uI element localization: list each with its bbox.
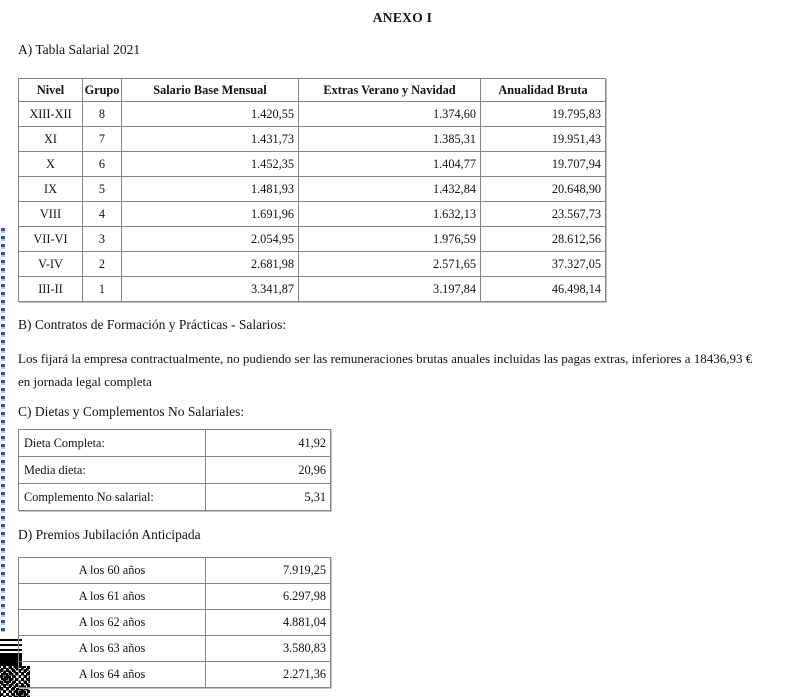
table-cell: XIII-XII	[19, 102, 83, 127]
table-cell: 4	[83, 202, 122, 227]
table-cell: 1.374,60	[299, 102, 481, 127]
table-row	[19, 102, 606, 127]
table-cell: IX	[19, 177, 83, 202]
section-b-heading: B) Contratos de Formación y Prácticas - Salarios:	[18, 317, 287, 332]
table-cell: III-II	[19, 277, 83, 302]
table-cell: 20,96	[206, 457, 331, 484]
table-row	[19, 636, 331, 662]
table-cell: 1.452,35	[122, 152, 299, 177]
table-cell: XI	[19, 127, 83, 152]
table-cell: Complemento No salarial:	[19, 484, 206, 511]
paragraph-line: en jornada legal completa	[18, 374, 152, 389]
table-row	[19, 252, 606, 277]
section-d-heading: D) Premios Jubilación Anticipada	[18, 527, 201, 542]
table-cell: A los 64 años	[19, 662, 206, 688]
section-c-heading: C) Dietas y Complementos No Salariales:	[18, 404, 245, 419]
table-cell: 1.385,31	[299, 127, 481, 152]
table-cell: 4.881,04	[206, 610, 331, 636]
salary-table-body	[19, 102, 606, 302]
table-cell: 46.498,14	[481, 277, 606, 302]
section-a-heading: A) Tabla Salarial 2021	[18, 42, 141, 57]
table-cell: 19.951,43	[481, 127, 606, 152]
table-cell: 20.648,90	[481, 177, 606, 202]
table-row	[19, 457, 331, 484]
table-row	[19, 227, 606, 252]
table-cell: VIII	[19, 202, 83, 227]
table-cell: 2.681,98	[122, 252, 299, 277]
table-cell: 1.481,93	[122, 177, 299, 202]
table-row	[19, 584, 331, 610]
vertical-edge-text-marks	[1, 228, 5, 632]
table-cell: 1.420,55	[122, 102, 299, 127]
table-cell: 1.432,84	[299, 177, 481, 202]
table-cell: 23.567,73	[481, 202, 606, 227]
paragraph-line: Los fijará la empresa contractualmente, no pudiendo ser las remuneraciones brutas anuales incluidas las pagas extras, inferiores a 18436,93 €	[18, 351, 753, 366]
table-row	[19, 430, 331, 457]
table-cell: X	[19, 152, 83, 177]
table-cell: 19.795,83	[481, 102, 606, 127]
table-cell: 5	[83, 177, 122, 202]
column-header-grupo: Grupo	[83, 79, 122, 102]
table-cell: 6	[83, 152, 122, 177]
column-header-extras: Extras Verano y Navidad	[299, 79, 481, 102]
table-cell: 28.612,56	[481, 227, 606, 252]
table-row	[19, 484, 331, 511]
table-row	[19, 127, 606, 152]
table-cell: 1.632,13	[299, 202, 481, 227]
jubilacion-table-body	[19, 558, 331, 688]
table-cell: 3	[83, 227, 122, 252]
table-cell: 3.580,83	[206, 636, 331, 662]
table-cell: A los 60 años	[19, 558, 206, 584]
table-cell: 1	[83, 277, 122, 302]
table-row	[19, 610, 331, 636]
table-cell: 8	[83, 102, 122, 127]
jubilacion-table	[18, 557, 331, 688]
table-cell: 3.197,84	[299, 277, 481, 302]
table-cell: Media dieta:	[19, 457, 206, 484]
dietas-table	[18, 429, 331, 511]
column-header-salario-base: Salario Base Mensual	[122, 79, 299, 102]
table-cell: 37.327,05	[481, 252, 606, 277]
column-header-nivel: Nivel	[19, 79, 83, 102]
table-cell: 3.341,87	[122, 277, 299, 302]
table-cell: 1.691,96	[122, 202, 299, 227]
column-header-anualidad: Anualidad Bruta	[481, 79, 606, 102]
table-cell: Dieta Completa:	[19, 430, 206, 457]
dietas-table-body	[19, 430, 331, 511]
table-cell: 1.404,77	[299, 152, 481, 177]
table-cell: VII-VI	[19, 227, 83, 252]
table-cell: 41,92	[206, 430, 331, 457]
table-cell: 6.297,98	[206, 584, 331, 610]
table-row	[19, 177, 606, 202]
table-header-row	[19, 79, 606, 102]
table-cell: 7.919,25	[206, 558, 331, 584]
table-cell: A los 62 años	[19, 610, 206, 636]
salary-table	[18, 78, 606, 302]
table-cell: 1.431,73	[122, 127, 299, 152]
table-cell: 2.271,36	[206, 662, 331, 688]
table-row	[19, 202, 606, 227]
table-cell: A los 61 años	[19, 584, 206, 610]
table-cell: 2	[83, 252, 122, 277]
table-row	[19, 277, 606, 302]
page-title: ANEXO I	[372, 10, 433, 25]
table-cell: 5,31	[206, 484, 331, 511]
table-row	[19, 152, 606, 177]
table-cell: 19.707,94	[481, 152, 606, 177]
section-b-paragraph	[18, 347, 752, 393]
table-cell: 1.976,59	[299, 227, 481, 252]
table-cell: 2.054,95	[122, 227, 299, 252]
table-cell: V-IV	[19, 252, 83, 277]
table-cell: 2.571,65	[299, 252, 481, 277]
table-row	[19, 558, 331, 584]
salary-table-header	[19, 79, 606, 102]
table-cell: 7	[83, 127, 122, 152]
table-cell: A los 63 años	[19, 636, 206, 662]
table-row	[19, 662, 331, 688]
